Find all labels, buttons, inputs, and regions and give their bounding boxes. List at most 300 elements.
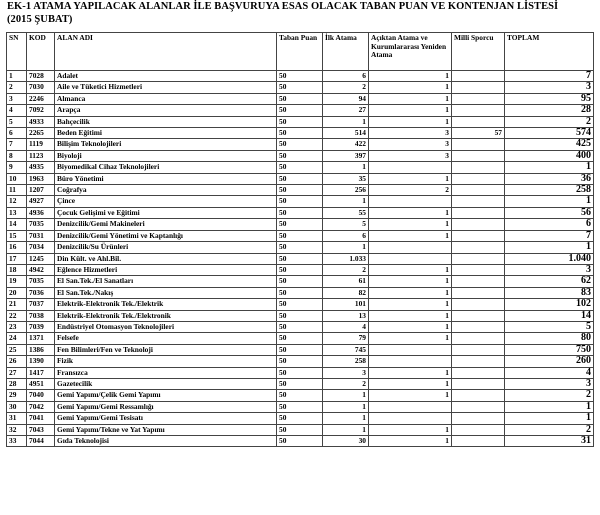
cell-kod: 4951: [27, 378, 55, 389]
cell-toplam: 5: [505, 321, 594, 332]
cell-ilk: 4: [323, 321, 369, 332]
cell-ilk: 13: [323, 310, 369, 321]
cell-milli: [452, 424, 505, 435]
cell-taban: 50: [277, 321, 323, 332]
table-row: [7, 116, 594, 127]
cell-sn: 22: [7, 310, 27, 321]
cell-kod: 2265: [27, 128, 55, 139]
cell-ilk: 27: [323, 105, 369, 116]
cell-kod: 7044: [27, 436, 55, 447]
cell-taban: 50: [277, 287, 323, 298]
table-row: [7, 264, 594, 275]
cell-alan: Eğlence Hizmetleri: [55, 264, 277, 275]
cell-toplam: 83: [505, 287, 594, 298]
cell-alan: Coğrafya: [55, 185, 277, 196]
cell-acik: 1: [369, 436, 452, 447]
cell-taban: 50: [277, 356, 323, 367]
cell-sn: 19: [7, 276, 27, 287]
cell-ilk: 1: [323, 413, 369, 424]
header-ilk: İlk Atama: [323, 33, 369, 71]
cell-milli: [452, 401, 505, 412]
cell-kod: 4927: [27, 196, 55, 207]
cell-toplam: 1: [505, 242, 594, 253]
cell-ilk: 30: [323, 436, 369, 447]
cell-toplam: 574: [505, 128, 594, 139]
cell-milli: [452, 71, 505, 82]
cell-kod: 4935: [27, 162, 55, 173]
cell-milli: [452, 436, 505, 447]
cell-toplam: 56: [505, 207, 594, 218]
cell-alan: Arapça: [55, 105, 277, 116]
cell-ilk: 256: [323, 185, 369, 196]
cell-toplam: 36: [505, 173, 594, 184]
cell-kod: 1207: [27, 185, 55, 196]
cell-acik: 1: [369, 424, 452, 435]
cell-ilk: 1.033: [323, 253, 369, 264]
cell-milli: [452, 287, 505, 298]
cell-ilk: 514: [323, 128, 369, 139]
cell-taban: 50: [277, 253, 323, 264]
cell-milli: [452, 333, 505, 344]
cell-toplam: 95: [505, 93, 594, 104]
cell-toplam: 258: [505, 185, 594, 196]
cell-milli: [452, 264, 505, 275]
cell-acik: 1: [369, 378, 452, 389]
cell-toplam: 750: [505, 344, 594, 355]
cell-taban: 50: [277, 390, 323, 401]
table-row: [7, 105, 594, 116]
table-row: [7, 378, 594, 389]
cell-kod: 2246: [27, 93, 55, 104]
header-alan: ALAN ADI: [55, 33, 277, 71]
cell-alan: Bahçecilik: [55, 116, 277, 127]
cell-sn: 31: [7, 413, 27, 424]
cell-kod: 7034: [27, 242, 55, 253]
table-row: [7, 185, 594, 196]
cell-toplam: 1: [505, 413, 594, 424]
cell-ilk: 35: [323, 173, 369, 184]
cell-taban: 50: [277, 105, 323, 116]
cell-sn: 8: [7, 150, 27, 161]
cell-kod: 1371: [27, 333, 55, 344]
cell-ilk: 94: [323, 93, 369, 104]
cell-milli: [452, 93, 505, 104]
cell-milli: [452, 310, 505, 321]
cell-acik: 3: [369, 128, 452, 139]
cell-milli: [452, 219, 505, 230]
cell-toplam: 3: [505, 264, 594, 275]
cell-taban: 50: [277, 150, 323, 161]
cell-alan: Felsefe: [55, 333, 277, 344]
cell-alan: Gazetecilik: [55, 378, 277, 389]
cell-sn: 20: [7, 287, 27, 298]
cell-ilk: 1: [323, 390, 369, 401]
cell-acik: 1: [369, 173, 452, 184]
cell-acik: [369, 162, 452, 173]
cell-acik: 1: [369, 299, 452, 310]
cell-acik: [369, 413, 452, 424]
cell-acik: 3: [369, 150, 452, 161]
table-row: [7, 150, 594, 161]
cell-toplam: 80: [505, 333, 594, 344]
cell-sn: 24: [7, 333, 27, 344]
cell-sn: 25: [7, 344, 27, 355]
cell-taban: 50: [277, 333, 323, 344]
cell-acik: [369, 253, 452, 264]
cell-toplam: 28: [505, 105, 594, 116]
cell-taban: 50: [277, 310, 323, 321]
cell-toplam: 2: [505, 116, 594, 127]
cell-milli: [452, 390, 505, 401]
cell-acik: 1: [369, 264, 452, 275]
cell-sn: 30: [7, 401, 27, 412]
cell-ilk: 1: [323, 242, 369, 253]
cell-ilk: 55: [323, 207, 369, 218]
cell-milli: 57: [452, 128, 505, 139]
table-row: [7, 436, 594, 447]
cell-taban: 50: [277, 93, 323, 104]
cell-milli: [452, 150, 505, 161]
cell-alan: Gemi Yapımı/Gemi Ressamlığı: [55, 401, 277, 412]
cell-taban: 50: [277, 116, 323, 127]
header-taban: Taban Puan: [277, 33, 323, 71]
cell-ilk: 5: [323, 219, 369, 230]
table-header-row: [7, 33, 594, 71]
cell-toplam: 3: [505, 82, 594, 93]
cell-kod: 4942: [27, 264, 55, 275]
table-row: [7, 390, 594, 401]
cell-taban: 50: [277, 401, 323, 412]
cell-alan: Elektrik-Elektronik Tek./Elektrik: [55, 299, 277, 310]
cell-acik: [369, 401, 452, 412]
cell-alan: Biyoloji: [55, 150, 277, 161]
cell-acik: 1: [369, 93, 452, 104]
table-row: [7, 401, 594, 412]
cell-acik: 1: [369, 230, 452, 241]
cell-toplam: 1: [505, 162, 594, 173]
cell-alan: Denizcilik/Gemi Yönetimi ve Kaptanlığı: [55, 230, 277, 241]
cell-kod: 7030: [27, 82, 55, 93]
cell-ilk: 82: [323, 287, 369, 298]
cell-taban: 50: [277, 424, 323, 435]
cell-alan: Gemi Yapımı/Gemi Tesisatı: [55, 413, 277, 424]
table-row: [7, 310, 594, 321]
cell-milli: [452, 413, 505, 424]
cell-sn: 10: [7, 173, 27, 184]
cell-milli: [452, 139, 505, 150]
cell-alan: Denizcilik/Gemi Makineleri: [55, 219, 277, 230]
cell-alan: Büro Yönetimi: [55, 173, 277, 184]
header-milli: Milli Sporcu: [452, 33, 505, 71]
cell-toplam: 7: [505, 230, 594, 241]
cell-milli: [452, 196, 505, 207]
cell-ilk: 1: [323, 424, 369, 435]
cell-taban: 50: [277, 413, 323, 424]
cell-acik: 1: [369, 71, 452, 82]
table-row: [7, 230, 594, 241]
cell-milli: [452, 356, 505, 367]
cell-sn: 16: [7, 242, 27, 253]
cell-alan: Gemi Yapımı/Tekne ve Yat Yapımı: [55, 424, 277, 435]
table-body: [7, 71, 594, 447]
cell-alan: Beden Eğitimi: [55, 128, 277, 139]
cell-sn: 17: [7, 253, 27, 264]
cell-taban: 50: [277, 436, 323, 447]
cell-acik: 1: [369, 321, 452, 332]
cell-taban: 50: [277, 378, 323, 389]
cell-alan: Gıda Teknolojisi: [55, 436, 277, 447]
cell-alan: Çocuk Gelişimi ve Eğitimi: [55, 207, 277, 218]
quota-table: [6, 32, 594, 447]
title-line-2: (2015 ŞUBAT): [7, 14, 73, 25]
cell-taban: 50: [277, 276, 323, 287]
cell-acik: 1: [369, 287, 452, 298]
cell-toplam: 6: [505, 219, 594, 230]
cell-kod: 7043: [27, 424, 55, 435]
cell-sn: 33: [7, 436, 27, 447]
cell-milli: [452, 299, 505, 310]
cell-toplam: 260: [505, 356, 594, 367]
cell-alan: Gemi Yapımı/Çelik Gemi Yapımı: [55, 390, 277, 401]
cell-alan: Almanca: [55, 93, 277, 104]
cell-kod: 7035: [27, 276, 55, 287]
cell-milli: [452, 321, 505, 332]
table-row: [7, 196, 594, 207]
cell-kod: 7031: [27, 230, 55, 241]
cell-acik: 1: [369, 310, 452, 321]
cell-acik: 1: [369, 116, 452, 127]
cell-sn: 15: [7, 230, 27, 241]
cell-milli: [452, 242, 505, 253]
cell-milli: [452, 378, 505, 389]
table-row: [7, 139, 594, 150]
table-row: [7, 344, 594, 355]
cell-kod: 1417: [27, 367, 55, 378]
cell-alan: Din Kült. ve Ahl.Bil.: [55, 253, 277, 264]
cell-milli: [452, 105, 505, 116]
cell-sn: 6: [7, 128, 27, 139]
cell-toplam: 425: [505, 139, 594, 150]
cell-taban: 50: [277, 242, 323, 253]
cell-ilk: 422: [323, 139, 369, 150]
cell-ilk: 3: [323, 367, 369, 378]
cell-acik: [369, 344, 452, 355]
table-row: [7, 71, 594, 82]
cell-kod: 7039: [27, 321, 55, 332]
table-row: [7, 82, 594, 93]
cell-kod: 1386: [27, 344, 55, 355]
cell-ilk: 6: [323, 230, 369, 241]
cell-kod: 1123: [27, 150, 55, 161]
cell-taban: 50: [277, 128, 323, 139]
cell-acik: 1: [369, 82, 452, 93]
cell-sn: 18: [7, 264, 27, 275]
table-row: [7, 356, 594, 367]
cell-toplam: 62: [505, 276, 594, 287]
cell-alan: Denizcilik/Su Ürünleri: [55, 242, 277, 253]
cell-ilk: 101: [323, 299, 369, 310]
cell-ilk: 397: [323, 150, 369, 161]
cell-sn: 21: [7, 299, 27, 310]
table-row: [7, 173, 594, 184]
cell-milli: [452, 173, 505, 184]
cell-alan: Elektrik-Elektronik Tek./Elektronik: [55, 310, 277, 321]
header-toplam: TOPLAM: [505, 33, 594, 71]
cell-taban: 50: [277, 139, 323, 150]
cell-toplam: 400: [505, 150, 594, 161]
cell-milli: [452, 82, 505, 93]
cell-taban: 50: [277, 207, 323, 218]
cell-toplam: 31: [505, 436, 594, 447]
cell-toplam: 7: [505, 71, 594, 82]
table-row: [7, 242, 594, 253]
cell-taban: 50: [277, 82, 323, 93]
cell-kod: 1119: [27, 139, 55, 150]
table-row: [7, 321, 594, 332]
cell-ilk: 2: [323, 378, 369, 389]
cell-milli: [452, 276, 505, 287]
cell-ilk: 61: [323, 276, 369, 287]
cell-sn: 4: [7, 105, 27, 116]
cell-kod: 7035: [27, 219, 55, 230]
cell-milli: [452, 253, 505, 264]
cell-ilk: 1: [323, 401, 369, 412]
cell-sn: 9: [7, 162, 27, 173]
title-line-1: EK-1 ATAMA YAPILACAK ALANLAR İLE BAŞVURUYA ESAS OLACAK TABAN PUAN VE KONTENJAN LİSTESİ: [7, 1, 559, 12]
table-row: [7, 93, 594, 104]
cell-sn: 28: [7, 378, 27, 389]
cell-milli: [452, 367, 505, 378]
cell-ilk: 745: [323, 344, 369, 355]
cell-sn: 14: [7, 219, 27, 230]
table-row: [7, 276, 594, 287]
table-row: [7, 219, 594, 230]
cell-taban: 50: [277, 196, 323, 207]
table-row: [7, 333, 594, 344]
cell-kod: 7042: [27, 401, 55, 412]
table-row: [7, 162, 594, 173]
cell-toplam: 14: [505, 310, 594, 321]
cell-sn: 5: [7, 116, 27, 127]
cell-taban: 50: [277, 344, 323, 355]
cell-toplam: 1: [505, 401, 594, 412]
cell-acik: 1: [369, 207, 452, 218]
cell-kod: 7092: [27, 105, 55, 116]
cell-taban: 50: [277, 71, 323, 82]
cell-taban: 50: [277, 264, 323, 275]
cell-milli: [452, 344, 505, 355]
cell-taban: 50: [277, 230, 323, 241]
cell-sn: 7: [7, 139, 27, 150]
cell-ilk: 1: [323, 116, 369, 127]
cell-alan: Adalet: [55, 71, 277, 82]
cell-alan: Fizik: [55, 356, 277, 367]
cell-kod: 7038: [27, 310, 55, 321]
cell-acik: 1: [369, 219, 452, 230]
cell-kod: 4933: [27, 116, 55, 127]
cell-taban: 50: [277, 219, 323, 230]
cell-alan: Fransızca: [55, 367, 277, 378]
cell-taban: 50: [277, 162, 323, 173]
cell-alan: Bilişim Teknolojileri: [55, 139, 277, 150]
cell-kod: 1963: [27, 173, 55, 184]
header-acik: Açıktan Atama ve Kurumlararası Yeniden Atama: [369, 33, 452, 71]
table-row: [7, 367, 594, 378]
cell-taban: 50: [277, 299, 323, 310]
cell-alan: El San.Tek./Nakış: [55, 287, 277, 298]
cell-acik: 1: [369, 367, 452, 378]
cell-taban: 50: [277, 185, 323, 196]
cell-toplam: 4: [505, 367, 594, 378]
cell-kod: 7041: [27, 413, 55, 424]
cell-toplam: 2: [505, 390, 594, 401]
table-row: [7, 287, 594, 298]
cell-kod: 4936: [27, 207, 55, 218]
cell-alan: Aile ve Tüketici Hizmetleri: [55, 82, 277, 93]
cell-alan: El San.Tek./El Sanatları: [55, 276, 277, 287]
cell-taban: 50: [277, 173, 323, 184]
table-row: [7, 253, 594, 264]
cell-sn: 27: [7, 367, 27, 378]
cell-acik: 2: [369, 185, 452, 196]
cell-acik: [369, 242, 452, 253]
cell-ilk: 1: [323, 196, 369, 207]
cell-taban: 50: [277, 367, 323, 378]
table-row: [7, 413, 594, 424]
cell-toplam: 102: [505, 299, 594, 310]
table-row: [7, 299, 594, 310]
cell-milli: [452, 162, 505, 173]
cell-ilk: 79: [323, 333, 369, 344]
header-sn: SN: [7, 33, 27, 71]
table-row: [7, 424, 594, 435]
page-title: [7, 0, 597, 26]
cell-toplam: 1.040: [505, 253, 594, 264]
cell-sn: 12: [7, 196, 27, 207]
cell-kod: 1245: [27, 253, 55, 264]
table-row: [7, 128, 594, 139]
cell-kod: 7040: [27, 390, 55, 401]
cell-sn: 3: [7, 93, 27, 104]
cell-acik: 1: [369, 333, 452, 344]
cell-kod: 7028: [27, 71, 55, 82]
cell-sn: 23: [7, 321, 27, 332]
cell-ilk: 1: [323, 162, 369, 173]
cell-sn: 2: [7, 82, 27, 93]
cell-acik: 3: [369, 139, 452, 150]
cell-kod: 7037: [27, 299, 55, 310]
cell-alan: Çince: [55, 196, 277, 207]
cell-ilk: 2: [323, 82, 369, 93]
cell-toplam: 3: [505, 378, 594, 389]
cell-milli: [452, 116, 505, 127]
cell-milli: [452, 207, 505, 218]
cell-acik: 1: [369, 390, 452, 401]
cell-sn: 26: [7, 356, 27, 367]
cell-milli: [452, 230, 505, 241]
cell-alan: Endüstriyel Otomasyon Teknolojileri: [55, 321, 277, 332]
cell-toplam: 1: [505, 196, 594, 207]
cell-sn: 11: [7, 185, 27, 196]
cell-sn: 29: [7, 390, 27, 401]
cell-ilk: 258: [323, 356, 369, 367]
cell-ilk: 2: [323, 264, 369, 275]
cell-toplam: 2: [505, 424, 594, 435]
cell-acik: 1: [369, 105, 452, 116]
table-row: [7, 207, 594, 218]
cell-sn: 32: [7, 424, 27, 435]
cell-alan: Biyomedikal Cihaz Teknolojileri: [55, 162, 277, 173]
